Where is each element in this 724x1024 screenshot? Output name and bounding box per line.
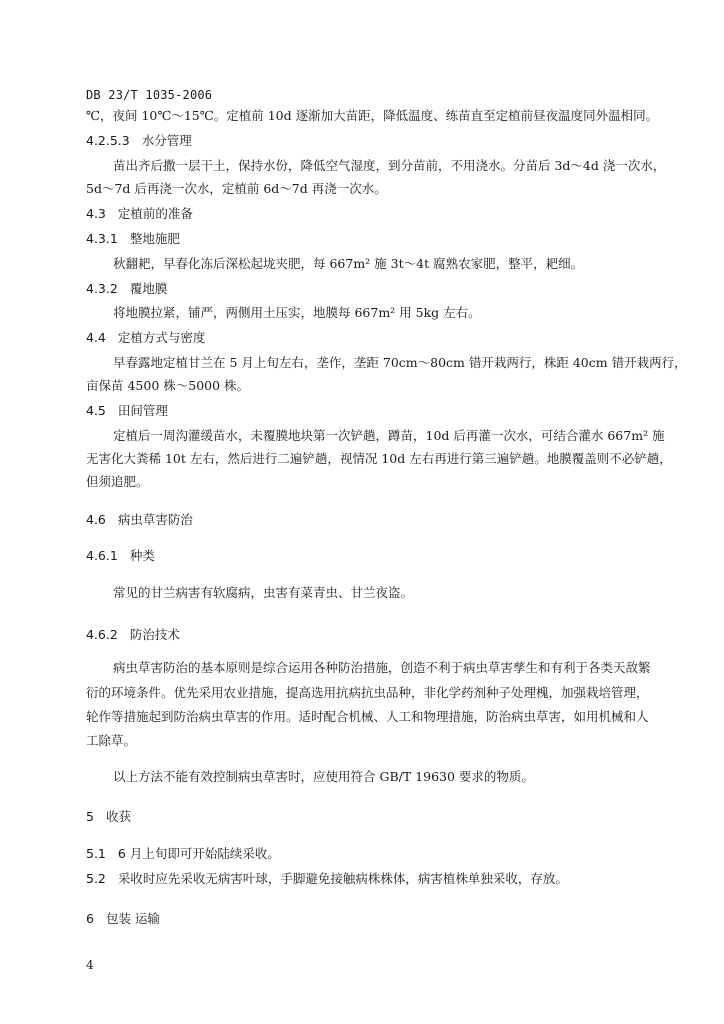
section-title: 覆地膜	[129, 281, 168, 296]
section-heading-4-4	[86, 330, 205, 346]
section-title: 整地施肥	[129, 231, 180, 246]
standard-code: DB 23/T 1035-2006	[86, 88, 213, 102]
section-heading-4-6-1	[86, 548, 155, 564]
section-heading-6	[86, 911, 160, 927]
section-heading-4-6	[86, 512, 193, 528]
section-title: 包装 运输	[105, 911, 160, 926]
body-line: 但须追肥。	[86, 474, 149, 489]
section-title: 防治技术	[129, 627, 180, 642]
body-line: 工除草。	[86, 733, 137, 748]
section-title: 水分管理	[141, 133, 192, 148]
section-heading-4-6-2	[86, 627, 180, 643]
body-line: ℃，夜间 10℃～15℃。定植前 10d 逐渐加大苗距，降低温度、练苗直至定植前昼夜温度同外温相同。	[86, 108, 659, 123]
section-number: 4.2.5.3	[86, 133, 130, 148]
section-number: 4.3.2	[86, 281, 118, 296]
clause-text: 采收时应先采收无病害叶球，手脚避免接触病株株体，病害植株单独采收，存放。	[117, 871, 568, 886]
section-heading-4-3-2	[86, 281, 167, 297]
section-number: 5.2	[86, 871, 106, 886]
section-title: 定植方式与密度	[117, 330, 206, 345]
section-heading-4-2-5-3	[86, 133, 192, 149]
section-number: 4.5	[86, 403, 106, 418]
body-line: 以上方法不能有效控制病虫草害时，应使用符合 GB/T 19630 要求的物质。	[113, 769, 534, 784]
body-line: 轮作等措施起到防治病虫草害的作用。适时配合机械、人工和物理措施，防治病虫草害，如用机械和人	[86, 709, 649, 724]
section-number: 4.6.1	[86, 548, 118, 563]
section-number: 5	[86, 809, 94, 824]
body-line: 5d～7d 后再浇一次水，定植前 6d～7d 再浇一次水。	[86, 181, 387, 196]
section-title: 种类	[129, 548, 155, 563]
clause-text: 6 月上旬即可开始陆续采收。	[117, 846, 280, 861]
page-number: 4	[86, 958, 94, 972]
body-line: 苗出齐后撒一层干土，保持水份，降低空气湿度，到分苗前，不用浇水。分苗后 3d～4d 浇一次水，	[113, 158, 666, 173]
body-line: 将地膜拉紧，铺严，两侧用土压实，地膜每 667m² 用 5kg 左右。	[113, 305, 481, 320]
body-line: 无害化大粪稀 10t 左右，然后进行二遍铲趟，视情况 10d 左右再进行第三遍铲趟。地膜覆盖则不必铲趟，	[86, 451, 672, 466]
body-line: 衍的环境条件。优先采用农业措施，提高选用抗病抗虫品种，非化学药剂种子处理槐，加强栽培管理，	[86, 685, 649, 700]
body-line: 秋翻耙，早春化冻后深松起垅夹肥，每 667m² 施 3t～4t 腐熟农家肥，整平，耙细。	[113, 256, 584, 271]
clause-5-2	[86, 871, 568, 887]
clause-5-1	[86, 846, 280, 862]
section-number: 4.6.2	[86, 627, 118, 642]
section-number: 4.3	[86, 206, 106, 221]
body-line: 病虫草害防治的基本原则是综合运用各种防治措施，创造不利于病虫草害孳生和有利于各类天敌繁	[113, 660, 651, 675]
section-heading-4-3-1	[86, 231, 180, 247]
section-number: 4.6	[86, 512, 106, 527]
section-number: 4.3.1	[86, 231, 118, 246]
body-line: 早春露地定植甘兰在 5 月上旬左右，垄作，垄距 70cm～80cm 错开栽两行，株距 40cm 错开栽两行，	[113, 355, 687, 370]
section-title: 病虫草害防治	[117, 512, 193, 527]
body-line: 亩保苗 4500 株～5000 株。	[86, 378, 250, 393]
section-heading-5	[86, 809, 131, 825]
section-number: 4.4	[86, 330, 106, 345]
section-heading-4-3	[86, 206, 193, 222]
section-title: 收获	[105, 809, 131, 824]
section-heading-4-5	[86, 403, 168, 419]
section-title: 田间管理	[117, 403, 168, 418]
section-number: 6	[86, 911, 94, 926]
section-title: 定植前的准备	[117, 206, 193, 221]
body-line: 定植后一周沟灌缓苗水，未覆膜地块第一次铲趟，蹲苗，10d 后再灌一次水，可结合灌水 667m² 施	[113, 428, 665, 443]
body-line: 常见的甘兰病害有软腐病，虫害有菜青虫、甘兰夜盗。	[113, 585, 414, 600]
section-number: 5.1	[86, 846, 106, 861]
